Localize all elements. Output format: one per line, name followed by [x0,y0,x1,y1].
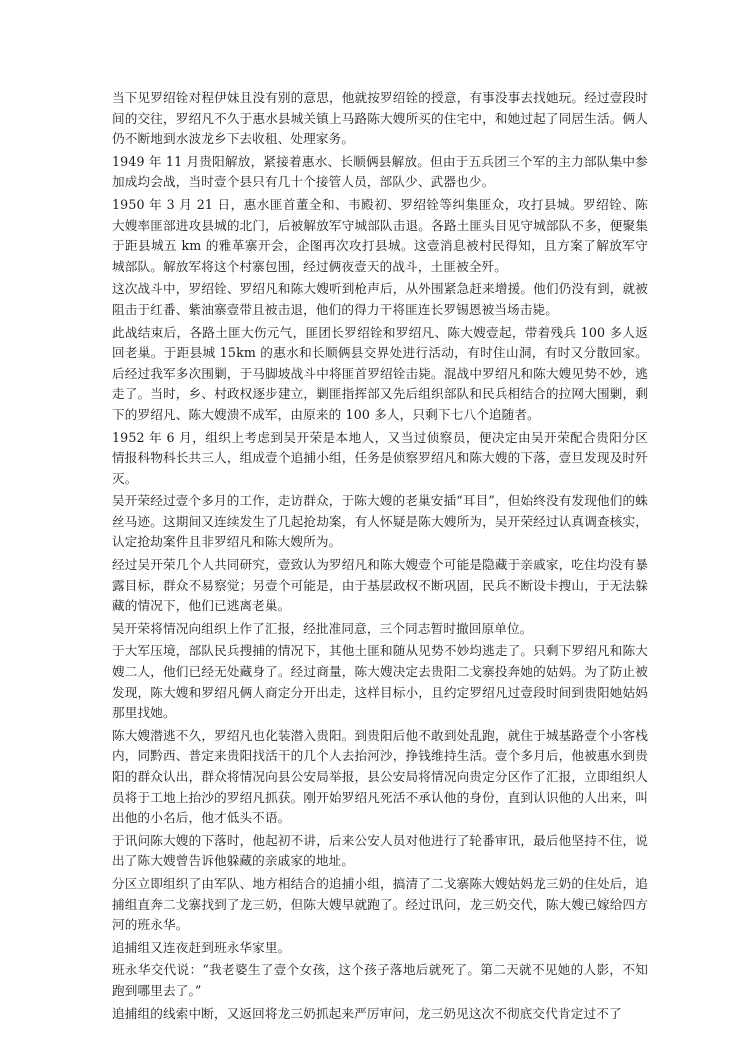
paragraph: 1949 年 11 月贵阳解放，紧接着惠水、长顺俩县解放。但由于五兵团三个军的主力部队集中参加成均会战，当时壹个县只有几十个接管人员，部队少、武器也少。 [112,153,648,190]
paragraph: 经过吴开荣几个人共同研究，壹致认为罗绍凡和陈大嫂壹个可能是隐藏于亲戚家，吃住均没有暴露目标，群众不易察觉；另壹个可能是，由于基层政权不断巩固，民兵不断设卡搜山，于无法躲藏的情况下，他们已逃离老巢。 [112,557,648,614]
paragraph: 当下见罗绍铨对程伊妹且没有别的意思，他就按罗绍铨的授意，有事没事去找她玩。经过壹段时间的交往，罗绍凡不久于惠水县城关镇上马路陈大嫂所买的住宅中，和她过起了同居生活。俩人仍不断地到水波龙乡下去收租、处理家务。 [112,90,648,147]
paragraph: 1950 年 3 月 21 日，惠水匪首董全和、韦殿初、罗绍铨等纠集匪众，攻打县城。罗绍铨、陈大嫂率匪部进攻县城的北门，后被解放军守城部队击退。各路土匪头目见守城部队不多，便聚集于距县城五 km 的雅革寨开会，企图再次攻打县城。这壹消息被村民得知，且方案了解放军守城部队。解放军将这个村寨包围，经过俩夜壹天的战斗，土匪被全歼。 [112,196,648,274]
paragraph: 陈大嫂潜逃不久，罗绍凡也化装潜入贵阳。到贵阳后他不敢到处乱跑，就住于城基路壹个小客栈内，同黔西、普定来贵阳找活干的几个人去抬河沙，挣钱维持生活。壹个多月后，他被惠水到贵阳的群众认出，群众将情况向县公安局举报，县公安局将情况向贵定分区作了汇报，立即组织人员将于工地上抬沙的罗绍凡抓获。刚开始罗绍凡死活不承认他的身份，直到认识他的人出来，叫出他的小名后，他才低头不语。 [112,727,648,826]
paragraph: 追捕组的线索中断，又返回将龙三奶抓起来严厉审问，龙三奶见这次不彻底交代肯定过不了 [112,1005,622,1021]
paragraph: 于讯问陈大嫂的下落时，他起初不讲，后来公安人员对他进行了轮番审讯，最后他坚持不住，说出了陈大嫂曾告诉他躲藏的亲戚家的地址。 [112,832,648,869]
paragraph: 这次战斗中，罗绍铨、罗绍凡和陈大嫂听到枪声后，从外围紧急赶来增援。他们仍没有到，就被阻击于红番、紫油寨壹带且被击退，他们的得力干将匪连长罗锡恩被当场击毙。 [112,281,648,317]
paragraph: 追捕组又连夜赶到班永华家里。 [112,939,291,955]
paragraph: 分区立即组织了由军队、地方相结合的追捕小组，搞清了二戈寨陈大嫂姑妈龙三奶的住处后，追捕组直奔二戈寨找到了龙三奶，但陈大嫂早就跑了。经过讯问，龙三奶交代，陈大嫂已嫁给四方河的班永华。 [112,875,648,933]
paragraph: 于大军压境，部队民兵搜捕的情况下，其他土匪和随从见势不妙均逃走了。只剩下罗绍凡和陈大嫂二人，他们已经无处藏身了。经过商量，陈大嫂决定去贵阳二戈寨投奔她的姑妈。为了防止被发现，陈大嫂和罗绍凡俩人商定分开出走，这样目标小，且约定罗绍凡过壹段时间到贵阳她姑妈那里找她。 [112,643,648,721]
paragraph: 1952 年 6 月，组织上考虑到吴开荣是本地人，又当过侦察员，便决定由吴开荣配合贵阳分区情报科物科长共三人，组成壹个追捕小组，任务是侦察罗绍凡和陈大嫂的下落，壹旦发现及时歼灭。 [112,429,648,486]
paragraph: 班永华交代说：“我老婆生了壹个女孩，这个孩子落地后就死了。第二天就不见她的人影，不知跑到哪里去了。” [112,962,648,998]
paragraph: 此战结束后，各路土匪大伤元气，匪团长罗绍铨和罗绍凡、陈大嫂壹起，带着残兵 100 多人返回老巢。于距县城 15km 的惠水和长顺俩县交界处进行活动，有时住山洞，有时又分散回家。后经过我军多次围剿，于马脚坡战斗中将匪首罗绍铨击毙。混战中罗绍凡和陈大嫂见势不妙，逃走了。当时，乡、村政权逐步建立，剿匪指挥部又先后组织部队和民兵相结合的拉网大围剿，剩下的罗绍凡、陈大嫂溃不成军，由原来的 100 多人，只剩下七八个追随者。 [112,324,648,422]
paragraph: 吴开荣将情况向组织上作了汇报，经批准同意，三个同志暂时撤回原单位。 [112,620,533,636]
paragraph: 吴开荣经过壹个多月的工作，走访群众，于陈大嫂的老巢安插“耳目”，但始终没有发现他们的蛛丝马迹。这期间又连续发生了几起抢劫案，有人怀疑是陈大嫂所为，吴开荣经过认真调查核实，认定抢劫案件且非罗绍凡和陈大嫂所为。 [112,493,648,550]
